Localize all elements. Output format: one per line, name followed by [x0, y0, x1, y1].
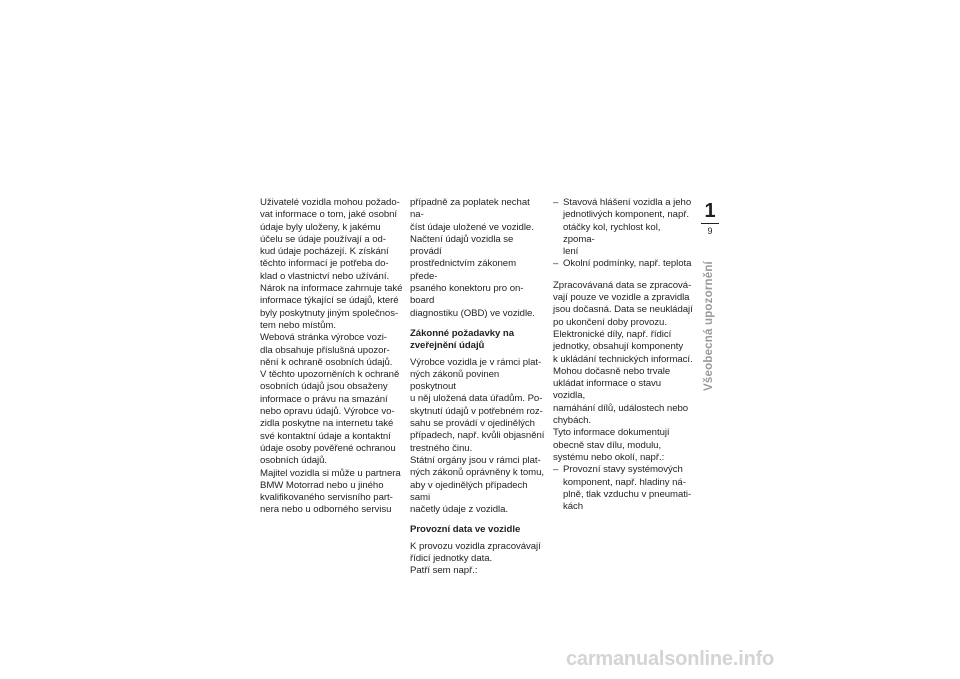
paragraph: K provozu vozidla zpracovávají řídicí jednotky data.	[410, 540, 541, 565]
list-item-text: Provozní stavy systémových komponent, např. hladiny ná- plně, tlak vzduchu v pneumati- kách	[563, 464, 692, 513]
paragraph: Majitel vozidla si může u partnera BMW Motorrad nebo u jiného kvalifikovaného servisního part- nera nebo u odborného servisu	[260, 467, 401, 516]
paragraph: Výrobce vozidla je v rámci plat- ných zákonů povinen poskytnout u něj uložená data úřadům. Po- skytnutí údajů v potřebném roz- sahu se provádí v ojedinělých případech, např. kvůli objasnění trestného činu.	[410, 356, 545, 454]
watermark: carmanualsonline.info	[566, 648, 775, 670]
paragraph: Uživatelé vozidla mohou požado- vat informace o tom, jaké osobní údaje byly uloženy, k jakému účelu se údaje používají a od- kud údaje pocházejí. K získání těchto informací je potřeba do- klad o vlastnictví nebo užívání. Nárok na informace zahrnuje také informace týkající se údajů, které byly poskytnuty jiným společnos- tem nebo místům.	[260, 197, 403, 331]
list-item-text: Okolní podmínky, např. teplota	[563, 258, 692, 270]
chapter-number: 1	[704, 200, 716, 222]
text-column-2	[410, 197, 546, 578]
list-item	[553, 464, 693, 513]
page-number: 9	[707, 226, 713, 236]
paragraph: Webová stránka výrobce vozi- dla obsahuje příslušná upozor- nění k ochraně osobních údajů.	[260, 332, 393, 368]
paragraph: případně za poplatek nechat na- číst údaje uložené ve vozidle.	[410, 197, 534, 233]
paragraph: Načtení údajů vozidla se provádí prostřednictvím zákonem přede- psaného konektoru pro on-board diagnostiku (OBD) ve vozidle.	[410, 233, 535, 319]
paragraph: Státní orgány jsou v rámci plat- ných zákonů oprávněny k tomu, aby v ojedinělých případech sami načetly údaje z vozidla.	[410, 454, 545, 516]
paragraph: V těchto upozorněních k ochraně osobních údajů jsou obsaženy informace o právu na smazání nebo opravu údajů. Výrobce vo- zidla poskytne na internetu také své kontaktní údaje a kontaktní údaje osoby pověřené ochranou osobních údajů.	[260, 369, 400, 467]
section-heading-legal: Zákonné požadavky na zveřejnění údajů	[410, 327, 515, 352]
paragraph: Zpracovávaná data se zpracová- vají pouze ve vozidle a zpravidla jsou dočasná. Data se neukládají po ukončení doby provozu.	[553, 279, 693, 328]
paragraph: Patří sem např.:	[410, 565, 478, 577]
paragraph: Tyto informace dokumentují obecně stav dílu, modulu, systému nebo okolí, např.:	[553, 427, 670, 463]
dash-bullet: –	[553, 464, 559, 476]
section-heading-operating-data: Provozní data ve vozidle	[410, 524, 521, 536]
list-item	[553, 258, 693, 270]
list-item	[553, 197, 693, 258]
text-column-1	[260, 197, 403, 517]
dash-bullet: –	[553, 258, 559, 270]
paragraph: Elektronické díly, např. řídicí jednotky, obsahují komponenty k ukládání technických informací. Mohou dočasně nebo trvale ukládat informace o stavu vozidla, namáhání dílů, událostech nebo chybách.	[553, 328, 693, 427]
text-column-3	[553, 197, 693, 513]
list-item-text: Stavová hlášení vozidla a jeho jednotlivých komponent, např. otáčky kol, rychlost kol, zpoma- lení	[563, 197, 692, 258]
chapter-divider	[701, 223, 719, 224]
chapter-title: Všeobecná upozornění	[703, 261, 715, 391]
dash-bullet: –	[553, 197, 559, 208]
